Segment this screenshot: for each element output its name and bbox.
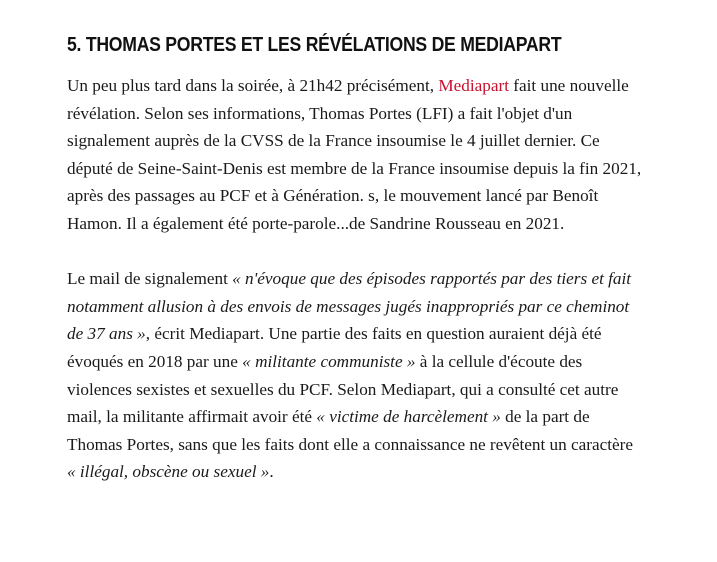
- mediapart-link[interactable]: Mediapart: [438, 76, 509, 95]
- paragraph-2-text-b: , écrit Mediapart. Une partie des faits en question auraient déjà été évoqués en 2018 par une: [67, 324, 602, 371]
- paragraph-1: [67, 72, 642, 238]
- paragraph-2: [67, 265, 642, 486]
- paragraph-2-text-c: à la cellule d'écoute des violences sexistes et sexuelles du PCF. Selon Mediapart, qui a consulté cet autre mail, la militante affirmait avoir été: [67, 351, 619, 427]
- paragraph-2-text-a: Le mail de signalement: [67, 269, 233, 289]
- paragraph-2-text-e: .: [269, 462, 274, 482]
- paragraph-2-text-d: de la part de Thomas Portes, sans que les faits dont elle a connaissance ne revêtent un caractère: [67, 407, 634, 454]
- article-section: [67, 28, 642, 486]
- paragraph-1-text-a: Un peu plus tard dans la soirée, à 21h42 précisément,: [67, 76, 439, 95]
- section-heading: 5. THOMAS PORTES ET LES RÉVÉLATIONS DE MEDIAPART: [67, 33, 562, 56]
- quote-victime-harcelement: « victime de harcèlement »: [316, 407, 501, 427]
- quote-illegal-obscene: « illégal, obscène ou sexuel »: [67, 462, 270, 482]
- quote-militante-communiste: « militante communiste »: [242, 351, 416, 371]
- quote-signalement: « n'évoque que des épisodes rapportés par des tiers et fait notamment allusion à des envois de messages jugés inappropriés par ce cheminot de 37 ans »: [67, 269, 632, 344]
- paragraph-1-text-b: fait une nouvelle révélation. Selon ses informations, Thomas Portes (LFI) a fait l'objet d'un signalement auprès de la CVSS de la France insoumise le 4 juillet dernier. Ce député de Seine-Saint-Denis est membre de la France insoumise depuis la fin 2021, après des passages au PCF et à Génération. s, le mouvement lancé par Benoît Hamon. Il a également été porte-parole...de Sandrine Rousseau en 2021.: [67, 76, 642, 233]
